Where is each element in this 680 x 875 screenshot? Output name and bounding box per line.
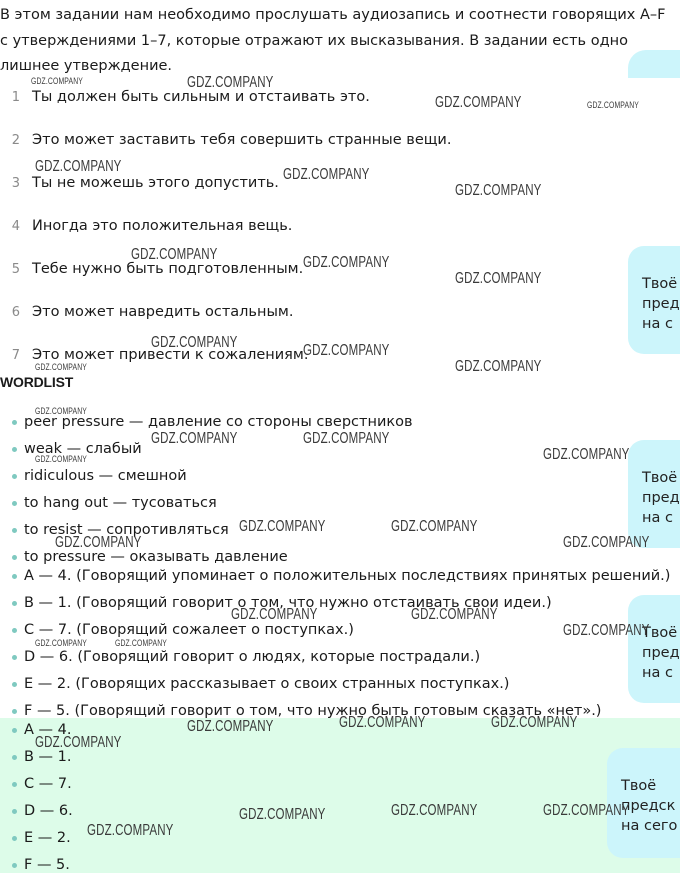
watermark: GDZ.COMPANY [303, 342, 390, 359]
bullet-icon [12, 447, 17, 452]
bullet-icon [12, 474, 17, 479]
bullet-icon [12, 555, 17, 560]
answer-short-item [12, 828, 71, 848]
statement-number: 6 [11, 304, 20, 320]
statement-number: 4 [11, 218, 20, 234]
watermark: GDZ.COMPANY [35, 638, 88, 649]
answer-explained-text: D — 6. (Говорящий говорит о людях, которые пострадали.) [24, 649, 481, 665]
watermark: GDZ.COMPANY [131, 246, 218, 263]
bullet-icon [12, 655, 17, 660]
bullet-icon [12, 728, 17, 733]
watermark: GDZ.COMPANY [35, 158, 122, 175]
watermark: GDZ.COMPANY [563, 534, 650, 551]
statement-text: Ты должен быть сильным и отстаивать это. [32, 89, 370, 105]
bullet-icon [12, 682, 17, 687]
bullet-icon [12, 755, 17, 760]
promo-bubble-line: Твоё [642, 276, 678, 292]
watermark: GDZ.COMPANY [543, 446, 630, 463]
answer-explained-text: C — 7. (Говорящий сожалеет о поступках.) [24, 622, 354, 638]
watermark: GDZ.COMPANY [303, 254, 390, 271]
statement-number: 3 [11, 175, 20, 191]
statement-item [0, 215, 292, 237]
wordlist-text: to pressure — оказывать давление [24, 549, 288, 565]
watermark: GDZ.COMPANY [187, 74, 274, 91]
promo-bubble[interactable] [628, 595, 680, 703]
watermark: GDZ.COMPANY [283, 166, 370, 183]
watermark: GDZ.COMPANY [115, 638, 168, 649]
statement-text: Тебе нужно быть подготовленным. [32, 261, 304, 277]
watermark: GDZ.COMPANY [391, 802, 478, 819]
promo-bubble-line: пред [642, 296, 680, 312]
watermark: GDZ.COMPANY [455, 182, 542, 199]
watermark: GDZ.COMPANY [87, 822, 174, 839]
watermark: GDZ.COMPANY [491, 714, 578, 731]
watermark: GDZ.COMPANY [435, 94, 522, 111]
answer-short-text: C — 7. [24, 776, 72, 792]
statement-number: 5 [11, 261, 20, 277]
promo-bubble-line: на с [642, 510, 673, 526]
bullet-icon [12, 420, 17, 425]
bullet-icon [12, 501, 17, 506]
answer-short-text: F — 5. [24, 857, 70, 873]
watermark: GDZ.COMPANY [31, 76, 84, 87]
wordlist-text: peer pressure — давление со стороны сверстников [24, 414, 413, 430]
bullet-icon [12, 836, 17, 841]
promo-bubble-line: пред [642, 490, 680, 506]
statement-number: 2 [11, 132, 20, 148]
watermark: GDZ.COMPANY [391, 518, 478, 535]
watermark: GDZ.COMPANY [239, 518, 326, 535]
statement-text: Ты не можешь этого допустить. [32, 175, 279, 191]
watermark: GDZ.COMPANY [35, 734, 122, 751]
promo-bubble-line: на сего [621, 818, 678, 834]
wordlist-text: to hang out — тусоваться [24, 495, 217, 511]
promo-bubble-line: предск [621, 798, 676, 814]
promo-bubble-line: Твоё [642, 625, 678, 641]
watermark: GDZ.COMPANY [231, 606, 318, 623]
statement-number: 1 [11, 89, 20, 105]
promo-bubble[interactable] [628, 440, 680, 548]
answer-short-text: B — 1. [24, 749, 72, 765]
wordlist-heading: WORDLIST [0, 374, 74, 390]
bullet-icon [12, 709, 17, 714]
answer-short-text: A — 4. [24, 722, 72, 738]
answer-short-text: D — 6. [24, 803, 73, 819]
answer-short-item [12, 855, 70, 875]
answer-short-item [12, 774, 72, 794]
watermark: GDZ.COMPANY [35, 362, 88, 373]
answer-explained-item [12, 566, 670, 586]
watermark: GDZ.COMPANY [411, 606, 498, 623]
statement-item [0, 129, 451, 151]
statement-text: Это может навредить остальным. [32, 304, 294, 320]
bullet-icon [12, 628, 17, 633]
wordlist-text: weak — слабый [24, 441, 142, 457]
statement-number: 7 [11, 347, 20, 363]
bullet-icon [12, 863, 17, 868]
promo-bubble-line: Твоё [621, 778, 657, 794]
answer-short-text: E — 2. [24, 830, 71, 846]
answer-explained-item [12, 674, 509, 694]
watermark: GDZ.COMPANY [455, 270, 542, 287]
statement-text: Иногда это положительная вещь. [32, 218, 293, 234]
answer-short-item [12, 801, 73, 821]
watermark: GDZ.COMPANY [303, 430, 390, 447]
watermark: GDZ.COMPANY [151, 334, 238, 351]
bullet-icon [12, 809, 17, 814]
watermark: GDZ.COMPANY [563, 622, 650, 639]
watermark: GDZ.COMPANY [35, 406, 88, 417]
answer-explained-text: B — 1. (Говорящий говорит о том, что нужно отстаивать свои идеи.) [24, 595, 552, 611]
watermark: GDZ.COMPANY [455, 358, 542, 375]
answer-explained-text: A — 4. (Говорящий упоминает о положительных последствиях принятых решений.) [24, 568, 671, 584]
watermark: GDZ.COMPANY [339, 714, 426, 731]
answer-explained-text: F — 5. (Говорящий говорит о том, что нужно быть готовым сказать «нет».) [24, 703, 602, 719]
watermark: GDZ.COMPANY [35, 454, 88, 465]
watermark: GDZ.COMPANY [187, 718, 274, 735]
watermark: GDZ.COMPANY [587, 100, 640, 111]
bullet-icon [12, 528, 17, 533]
promo-bubble-line: пред [642, 645, 680, 661]
promo-bubble-line: на с [642, 665, 673, 681]
answer-explained-text: E — 2. (Говорящих рассказывает о своих странных поступках.) [24, 676, 510, 692]
wordlist-item [12, 547, 288, 567]
statement-text: Это может привести к сожалениям. [32, 347, 309, 363]
bullet-icon [12, 782, 17, 787]
wordlist-item [12, 493, 217, 513]
watermark: GDZ.COMPANY [151, 430, 238, 447]
wordlist-item [12, 466, 187, 486]
watermark: GDZ.COMPANY [55, 534, 142, 551]
statement-item [0, 301, 293, 323]
task-intro: В этом задании нам необходимо прослушать аудиозапись и соотнести говорящих A–F с утверждениями 1–7, которые отражают их высказывания. В задании есть одно лишнее утверждение. [0, 7, 666, 74]
promo-bubble-line: Твоё [642, 470, 678, 486]
promo-bubble[interactable] [628, 246, 680, 354]
watermark: GDZ.COMPANY [543, 802, 630, 819]
statement-item [0, 86, 370, 108]
wordlist-text: ridiculous — смешной [24, 468, 187, 484]
answer-explained-item [12, 647, 480, 667]
bullet-icon [12, 574, 17, 579]
bullet-icon [12, 601, 17, 606]
wordlist-text: to resist — сопротивляться [24, 522, 229, 538]
watermark: GDZ.COMPANY [239, 806, 326, 823]
statement-text: Это может заставить тебя совершить странные вещи. [32, 132, 452, 148]
promo-bubble-line: на с [642, 316, 673, 332]
